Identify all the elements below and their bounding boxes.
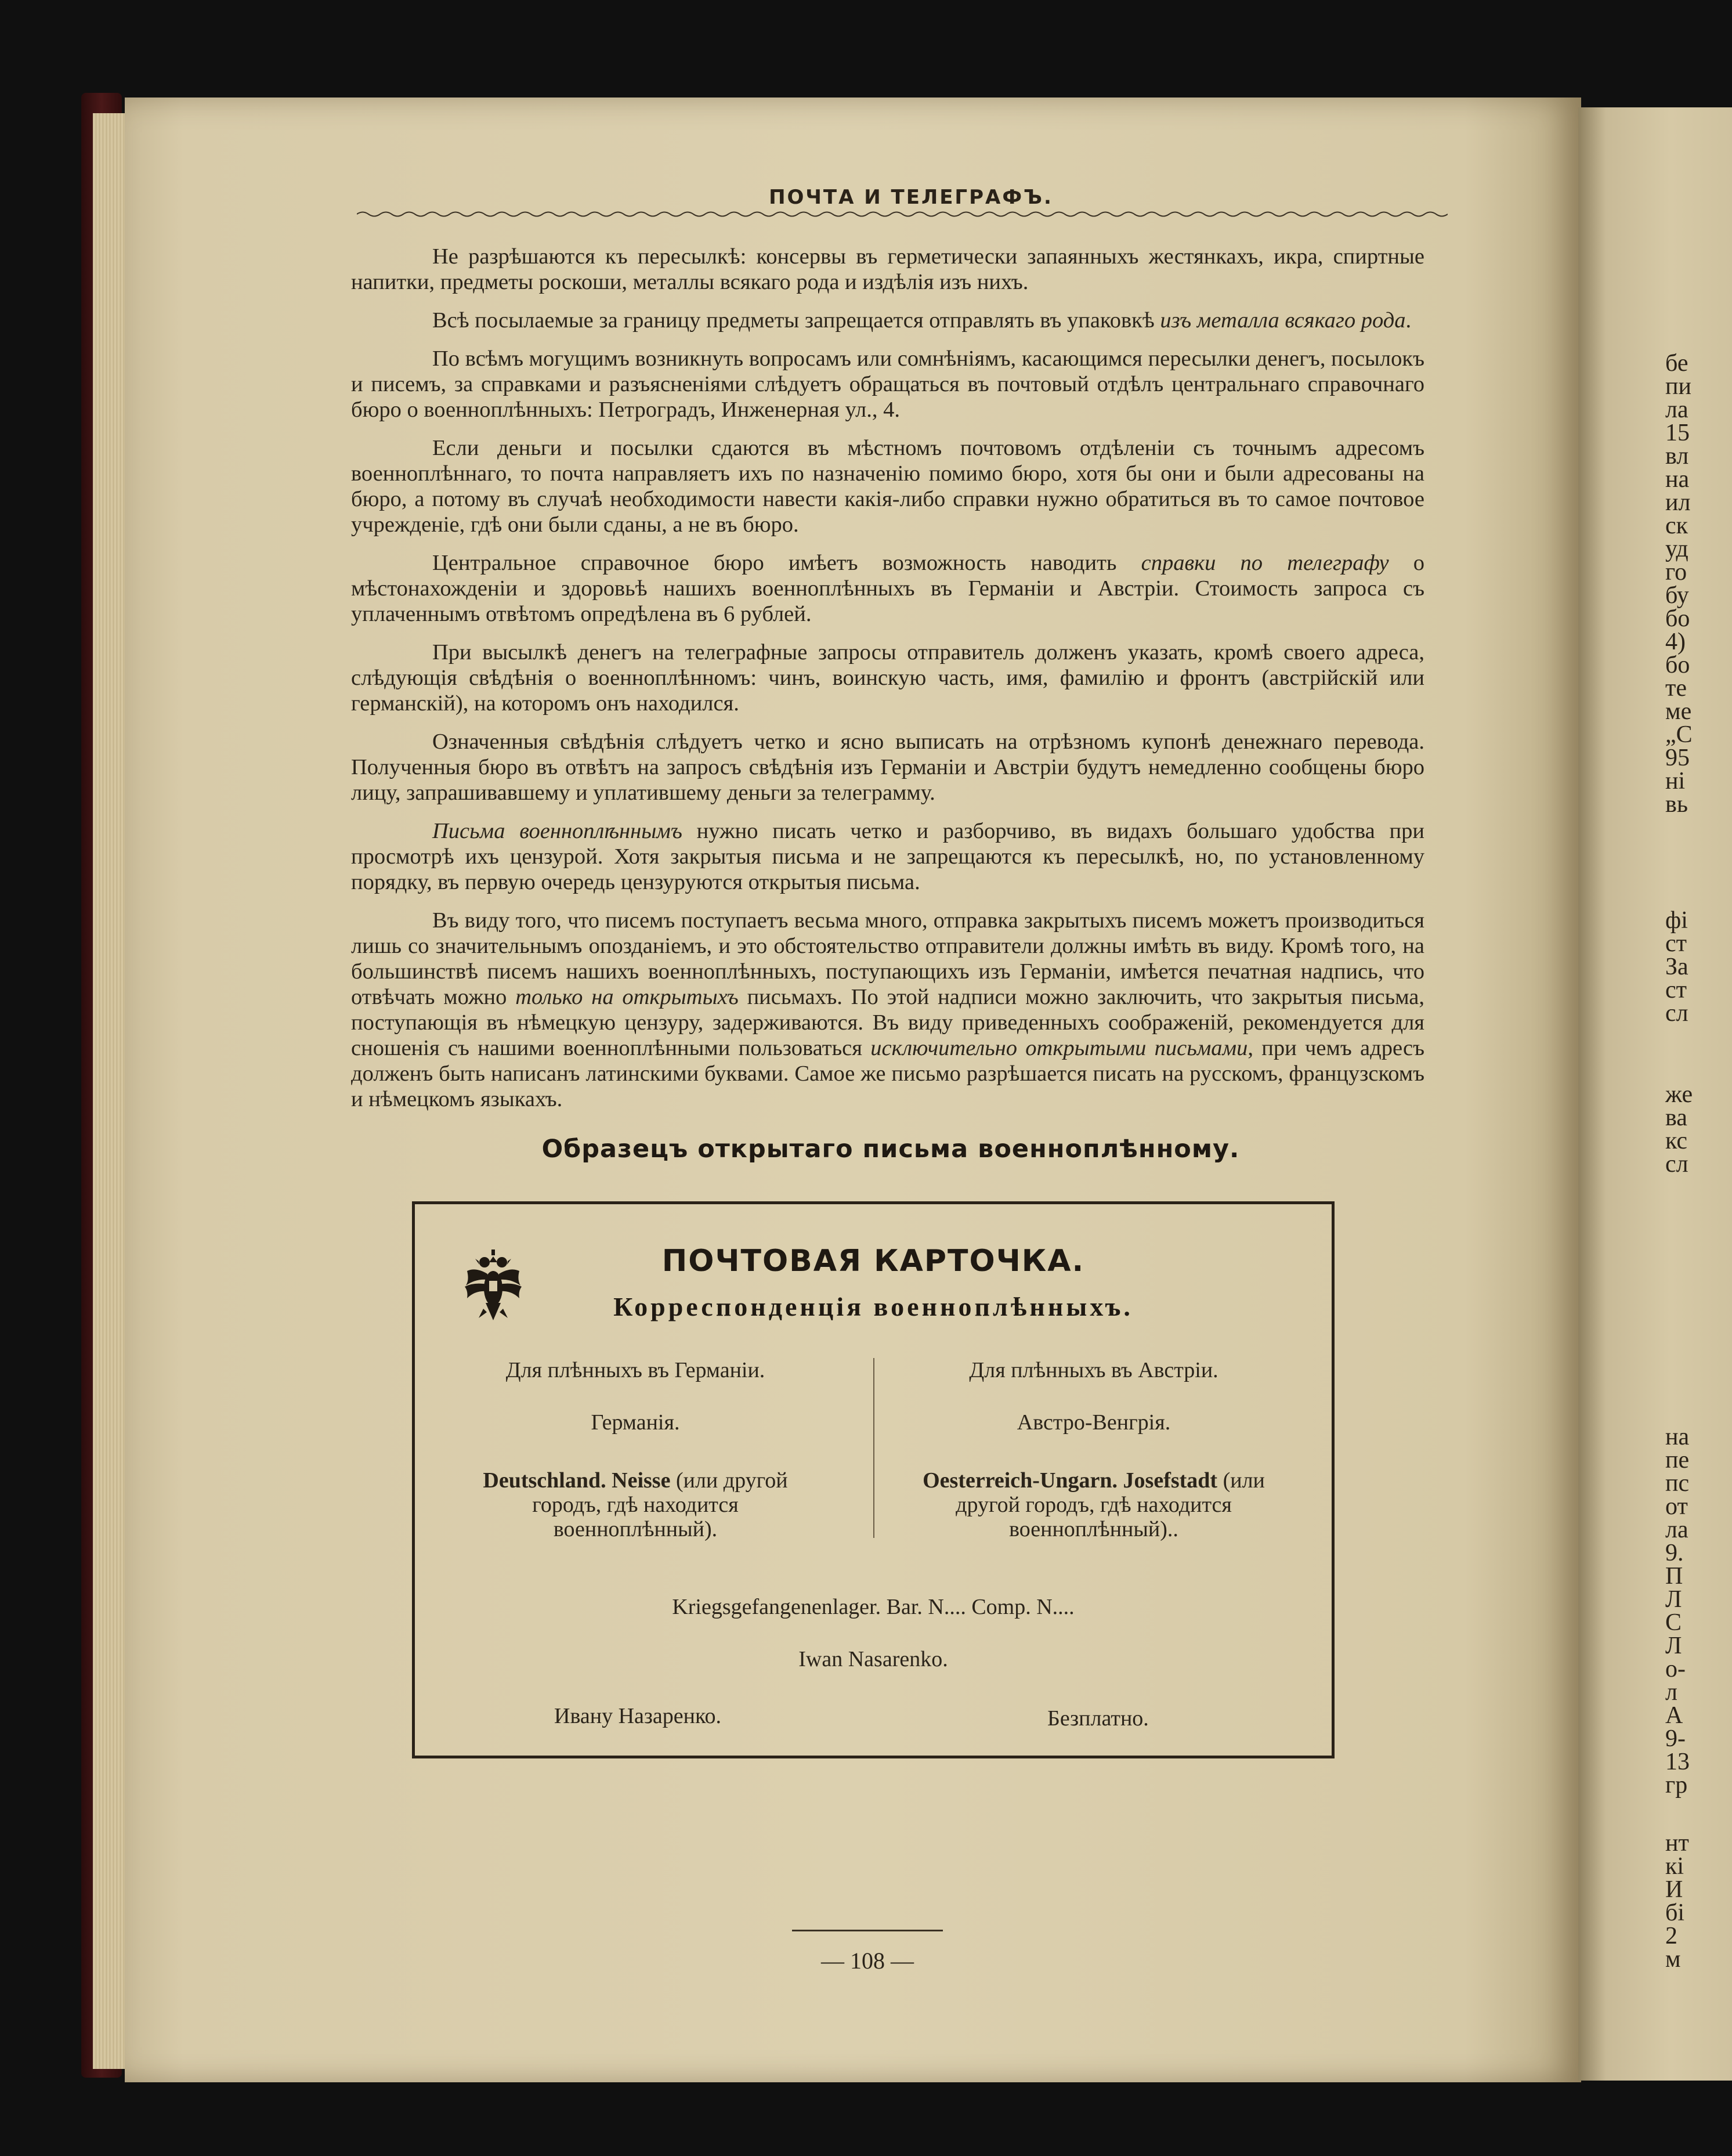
next-page-fragment: ні xyxy=(1665,768,1686,794)
next-page-fragment: м xyxy=(1665,1946,1681,1973)
header-wavy-rule xyxy=(357,210,1448,218)
next-page-fragment: П xyxy=(1665,1563,1683,1590)
paragraph-telegram-details: При высылкѣ денегъ на телеграфные запросы отправитель долженъ указать, кромѣ своего адреса, слѣдующія свѣдѣнія о военноплѣнномъ: чинъ, воинскую часть, имя, фамилію и фронтъ (австрійскій или германскій), на которомъ онъ находился. xyxy=(351,640,1424,716)
next-page-fragment: сл xyxy=(1665,1000,1688,1027)
next-page-fragment: фі xyxy=(1665,907,1688,934)
next-page-fragment: И xyxy=(1665,1876,1683,1903)
next-page-fragment: кс xyxy=(1665,1128,1688,1154)
next-page-fragment: Л xyxy=(1665,1633,1682,1659)
paragraph-forbidden-items: Не разрѣшаются къ пересылкѣ: консервы въ герметически запаянныхъ жестянкахъ, икра, спиртные напитки, предметы роскоши, металлы всякаго рода и издѣлія изъ нихъ. xyxy=(351,244,1424,294)
name-latin: Iwan Nasarenko. xyxy=(798,1647,948,1671)
next-page-fragment: ил xyxy=(1665,489,1691,516)
next-page-fragment: бу xyxy=(1665,582,1689,609)
next-page-fragment: бе xyxy=(1665,350,1688,377)
next-page-fragment: 13 xyxy=(1665,1749,1690,1775)
camp-line: Kriegsgefangenenlager. Bar. N.... Comp. N.... xyxy=(672,1595,1075,1619)
next-page-fragment: гр xyxy=(1665,1772,1688,1799)
next-page-fragment: ла xyxy=(1665,396,1688,423)
next-page-fragment: 9. xyxy=(1665,1540,1684,1566)
postcard-sample xyxy=(412,1201,1335,1758)
next-page-fragment: пи xyxy=(1665,373,1691,400)
austria-column xyxy=(885,1358,1303,1541)
paragraph-open-letters: Въ виду того, что писемъ поступаетъ весьма много, отправка закрытыхъ писемъ можетъ производиться лишь со значительнымъ опозданіемъ, и это обстоятельство отправители должны имѣть въ виду. Кромѣ того, на большинствѣ писемъ нашихъ военноплѣнныхъ, поступающихъ изъ Германіи, имѣется печатная надпись, что отвѣчать можно только на открытыхъ письмахъ. По этой надписи можно заключить, что закрытыя письма, поступающія въ нѣмецкую цензуру, задерживаются. Въ виду приведенныхъ соображеній, рекомендуется для сношенія съ нашими военноплѣнными пользоваться исключительно открытыми письмами, при чемъ адресъ долженъ быть написанъ латинскими буквами. Самое же письмо разрѣшается писать на русскомъ, французскомъ и нѣмецкомъ языкахъ. xyxy=(351,908,1425,1111)
next-page-fragment: вь xyxy=(1665,791,1688,818)
paragraph-telegraph-inquiries: Центральное справочное бюро имѣетъ возможность наводить справки по телеграфу о мѣстонахожденіи и здоровьѣ нашихъ военноплѣнныхъ въ Германіи и Австріи. Стоимость запроса съ уплаченнымъ отвѣтомъ опредѣлена въ 6 рублей. xyxy=(351,551,1425,626)
austria-country: Австро-Венгрія. xyxy=(1017,1410,1171,1435)
germany-address: Deutschland. Neisse (или другой городъ, гдѣ находится военноплѣнный). xyxy=(483,1468,788,1541)
next-page-fragment: бо xyxy=(1665,605,1690,632)
next-page-fragment: ла xyxy=(1665,1516,1688,1543)
paragraph-coupon: Означенныя свѣдѣнія слѣдуетъ четко и ясно выписать на отрѣзномъ купонѣ денежнаго перевода. Полученныя бюро въ отвѣтъ на запросъ свѣдѣнія изъ Германіи и Австріи будутъ немедленно сообщены бюро лицу, запрашивавшему и уплатившему деньги за телеграмму. xyxy=(351,729,1424,805)
free-postage: Безплатно. xyxy=(1047,1706,1149,1731)
next-page-fragment: бі xyxy=(1665,1899,1685,1926)
card-subtitle: Корреспонденція военноплѣнныхъ. xyxy=(613,1292,1133,1321)
austria-header: Для плѣнныхъ въ Австріи. xyxy=(969,1358,1218,1382)
next-page-fragment: сл xyxy=(1665,1151,1688,1178)
paragraph-metal-packaging: Всѣ посылаемые за границу предметы запрещается отправлять въ упаковкѣ изъ металла всякаго рода. xyxy=(432,308,1412,333)
card-title: ПОЧТОВАЯ КАРТОЧКА. xyxy=(661,1244,1085,1279)
next-page-fragment: нт xyxy=(1665,1830,1689,1857)
body-text xyxy=(351,244,1424,1125)
running-head: ПОЧТА И ТЕЛЕГРАФЪ. xyxy=(769,186,1053,209)
germany-country: Германія. xyxy=(591,1410,680,1435)
next-page-fragment: ме xyxy=(1665,698,1692,725)
next-page-fragment: 4) xyxy=(1665,629,1686,655)
next-page-fragment: ва xyxy=(1665,1104,1687,1131)
paragraph-letters: Письма военноплѣннымъ нужно писать четко и разборчиво, въ видахъ большаго удобства при просмотрѣ ихъ цензурой. Хотя закрытыя письма и не запрещаются къ пересылкѣ, но, по установленному порядку, въ первую очередь цензуруются открытыя письма. xyxy=(351,819,1424,894)
austria-address: Oesterreich-Ungarn. Josefstadt (или другой городъ, гдѣ находится военноплѣнный).. xyxy=(923,1468,1265,1541)
next-page-fragment: „С xyxy=(1665,721,1693,748)
next-page-fragment: 15 xyxy=(1665,420,1690,446)
next-page-fragment: 2 xyxy=(1665,1923,1677,1949)
next-page-fragment: те xyxy=(1665,675,1687,702)
next-page-fragment: 95 xyxy=(1665,745,1690,771)
next-page-fragment: ск xyxy=(1665,512,1688,539)
next-page-fragment: же xyxy=(1665,1081,1693,1108)
footer-rule xyxy=(792,1930,943,1931)
next-page-fragment: на xyxy=(1665,1424,1690,1450)
next-page-fragment: пс xyxy=(1665,1470,1690,1497)
next-page-fragment: пе xyxy=(1665,1447,1690,1474)
next-page-fragment: За xyxy=(1665,954,1688,980)
next-page-fragment: А xyxy=(1665,1702,1683,1729)
next-page-fragment: 9- xyxy=(1665,1725,1686,1752)
next-page-fragment: го xyxy=(1665,559,1687,586)
next-page-fragment: ст xyxy=(1665,977,1687,1003)
next-page-fragment: на xyxy=(1665,466,1690,493)
germany-header: Для плѣнныхъ въ Германіи. xyxy=(505,1358,765,1382)
next-page-fragment: от xyxy=(1665,1493,1688,1520)
next-page-fragment: ст xyxy=(1665,930,1687,957)
germany-column xyxy=(426,1358,844,1541)
page-number: — 108 — xyxy=(821,1948,914,1974)
next-page-fragment: л xyxy=(1665,1679,1677,1706)
next-page-edge xyxy=(1578,107,1732,2081)
column-divider xyxy=(873,1358,874,1538)
next-page-fragment: бо xyxy=(1665,652,1690,678)
paragraph-local-post: Если деньги и посылки сдаются въ мѣстномъ почтовомъ отдѣленіи съ точнымъ адресомъ военноплѣннаго, то почта направляетъ ихъ по назначенію помимо бюро, хотя бы они и были адресованы на бюро, а потому въ случаѣ необходимости навести какія-либо справки нужно обратиться въ то самое почтовое учрежденіе, гдѣ они были сданы, а не въ бюро. xyxy=(351,436,1424,537)
next-page-fragment: вл xyxy=(1665,443,1689,470)
next-page-fragment: С xyxy=(1665,1609,1682,1636)
next-page-fragment: о- xyxy=(1665,1656,1686,1682)
next-page-fragment: Л xyxy=(1665,1586,1682,1613)
next-page-fragment: уд xyxy=(1665,536,1688,562)
next-page-fragment: кі xyxy=(1665,1853,1684,1880)
name-cyrillic: Ивану Назаренко. xyxy=(554,1704,722,1728)
paragraph-inquiries: По всѣмъ могущимъ возникнуть вопросамъ или сомнѣніямъ, касающимся пересылки денегъ, посылокъ и писемъ, за справками и разъясненіями слѣдуетъ обращаться въ почтовый отдѣлъ центральнаго справочнаго бюро о военноплѣнныхъ: Петроградъ, Инженерная ул., 4. xyxy=(351,346,1424,422)
sample-heading: Образецъ открытаго письма военноплѣнному. xyxy=(541,1135,1240,1164)
